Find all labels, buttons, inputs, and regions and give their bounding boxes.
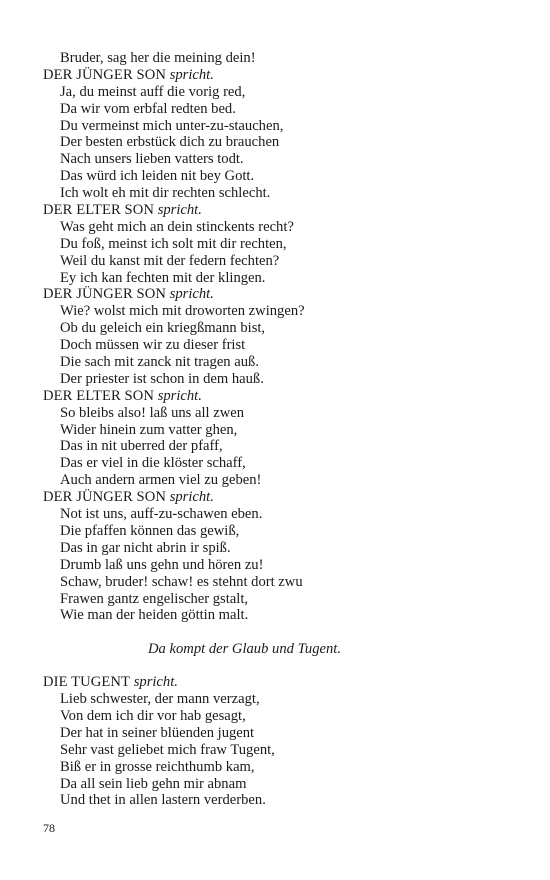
verse-line: Nach unsers lieben vatters todt. (60, 151, 244, 168)
speaker-heading (43, 202, 513, 219)
verse-line: Das in nit uberred der pfaff, (60, 438, 223, 455)
verse-line: Du vermeinst mich unter-zu-stauchen, (60, 117, 284, 134)
verse-line: Not ist uns, auff-zu-schawen eben. (60, 506, 263, 523)
verse-line: Bruder, sag her die meining dein! (60, 50, 256, 66)
verse-line: Da wir vom erbfal redten bed. (60, 100, 236, 117)
verse-line: Das würd ich leiden nit bey Gott. (60, 168, 255, 185)
stage-direction: Da kompt der Glaub und Tugent. (148, 641, 341, 658)
verse-line: Auch andern armen viel zu geben! (60, 472, 262, 489)
verse-line: Die pfaffen können das gewiß, (60, 522, 240, 539)
verse-line: Wie? wolst mich mit droworten zwingen? (60, 303, 305, 320)
speaker-verb: spricht. (169, 66, 214, 83)
speaker-heading (43, 67, 513, 84)
verse-line: So bleibs also! laß uns all zwen (60, 404, 245, 421)
verse-line: Das in gar nicht abrin ir spiß. (60, 539, 231, 556)
speaker-heading (43, 674, 513, 691)
speaker-verb: spricht. (157, 202, 202, 219)
verse-line: Schaw, bruder! schaw! es stehnt dort zwu (60, 573, 303, 590)
verse-line: Lieb schwester, der mann verzagt, (60, 691, 260, 708)
verse-line: Da all sein lieb gehn mir abnam (60, 775, 247, 792)
verse-line: Das er viel in die klöster schaff, (60, 455, 246, 472)
speaker-name: DIE TUGENT (43, 674, 131, 691)
speaker-verb: spricht. (157, 387, 202, 404)
speaker-heading (43, 286, 513, 303)
verse-line: Der priester ist schon in dem hauß. (60, 370, 264, 387)
speaker-verb: spricht. (169, 286, 214, 303)
verse-line: Du foß, meinst ich solt mit dir rechten, (60, 235, 287, 252)
verse-line: Wie man der heiden göttin malt. (60, 607, 249, 624)
verse-line: Frawen gantz engelischer gstalt, (60, 590, 249, 607)
verse-line: Ja, du meinst auff die vorig red, (60, 83, 246, 100)
speaker-name: DER JÜNGER SON (43, 286, 167, 303)
verse-line: Ey ich kan fechten mit der klingen. (60, 269, 266, 286)
verse-line: Von dem ich dir vor hab gesagt, (60, 707, 246, 724)
verse-line: Der hat in seiner blüenden jugent (60, 724, 255, 741)
speaker-name: DER JÜNGER SON (43, 66, 167, 83)
verse-line: Der besten erbstück dich zu brauchen (60, 134, 280, 151)
verse-line: Weil du kanst mit der federn fechten? (60, 252, 280, 269)
verse-line: Ob du geleich ein kriegßmann bist, (60, 320, 266, 337)
verse-line: Drumb laß uns gehn und hören zu! (60, 556, 264, 573)
verse-line: Sehr vast geliebet mich fraw Tugent, (60, 741, 275, 758)
verse-line: Ich wolt eh mit dir rechten schlecht. (60, 185, 271, 202)
verse-line: Die sach mit zanck nit tragen auß. (60, 354, 259, 371)
page-number: 78 (43, 821, 55, 835)
verse-line: Biß er in grosse reichthumb kam, (60, 758, 255, 775)
speaker-heading (43, 489, 513, 506)
verse-line: Wider hinein zum vatter ghen, (60, 421, 238, 438)
speaker-heading (43, 388, 513, 405)
speaker-name: DER ELTER SON (43, 202, 155, 219)
play-text (43, 50, 513, 809)
speaker-verb: spricht. (169, 489, 214, 506)
verse-line: Doch müssen wir zu dieser frist (60, 337, 246, 354)
verse-line: Und thet in allen lastern verderben. (60, 792, 266, 809)
speaker-name: DER ELTER SON (43, 387, 155, 404)
speaker-verb: spricht. (133, 674, 178, 691)
verse-line: Was geht mich an dein stinckents recht? (60, 218, 294, 235)
speaker-name: DER JÜNGER SON (43, 489, 167, 506)
